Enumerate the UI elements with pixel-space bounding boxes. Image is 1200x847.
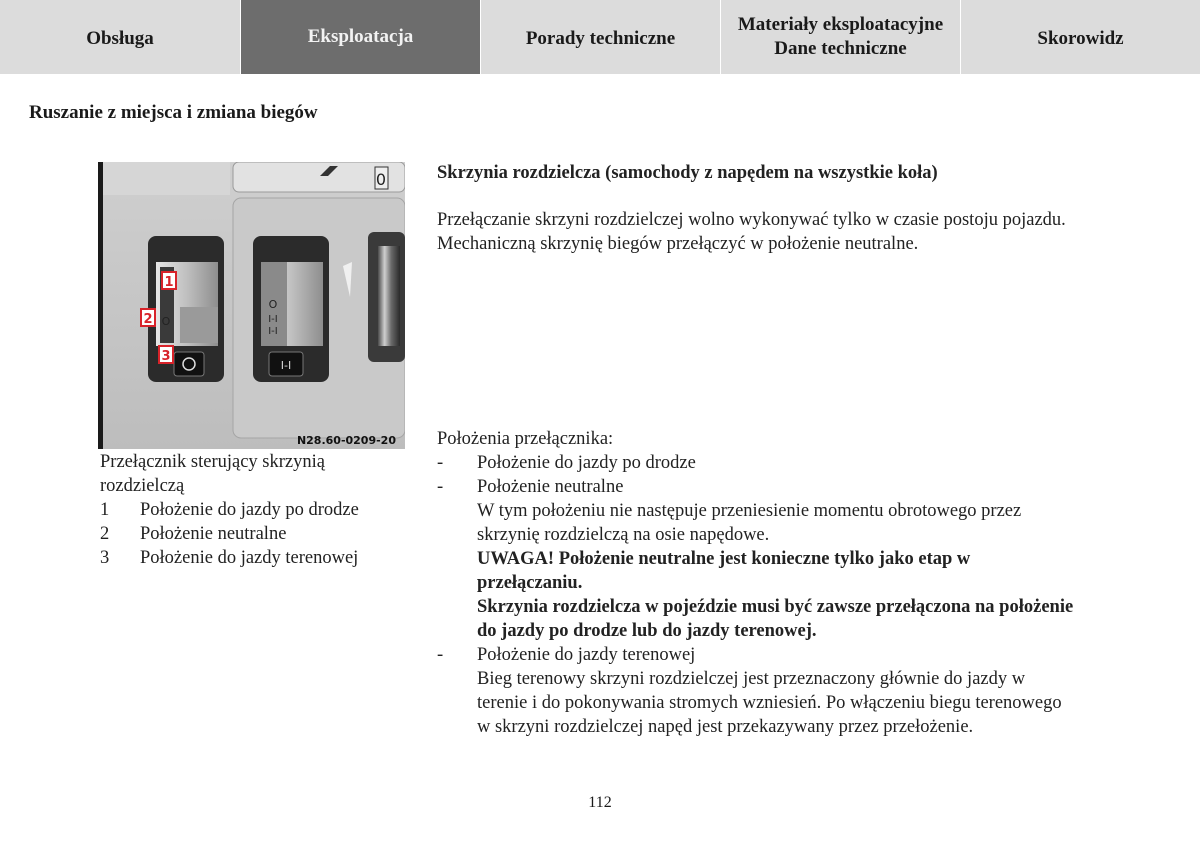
svg-text:I-I: I-I <box>268 326 278 337</box>
svg-text:O: O <box>268 298 278 311</box>
position-neutral: Położenie neutralne <box>477 477 624 497</box>
marker-2: 2 <box>143 312 153 327</box>
list-dash: - <box>437 477 444 497</box>
tab-porady-techniczne[interactable]: Porady techniczne <box>480 0 720 74</box>
list-item <box>437 643 1077 739</box>
tab-materialy-label: Materiały eksploatacyjne <box>737 14 944 35</box>
list-item <box>437 475 1077 643</box>
item-number: 1 <box>100 500 110 520</box>
svg-text:0: 0 <box>375 170 387 189</box>
item-number: 2 <box>100 524 110 544</box>
item-text: Położenie do jazdy terenowej <box>140 548 359 568</box>
tab-obsluga[interactable]: Obsługa <box>0 0 240 74</box>
positions-intro: Położenia przełącznika: <box>437 429 614 449</box>
list-item <box>100 546 410 570</box>
paragraph: Przełączanie skrzyni rozdzielczej wolno wykonywać tylko w czasie postoju pojazdu. <box>437 210 1066 230</box>
main-content <box>437 161 1077 256</box>
subsection-heading: Skrzynia rozdzielcza (samochody z napędem na wszystkie koła) <box>437 163 938 183</box>
tab-skorowidz[interactable]: Skorowidz <box>960 0 1200 74</box>
tab-dane-label: Dane techniczne <box>774 38 907 59</box>
list-dash: - <box>437 453 444 473</box>
switch-positions <box>437 427 1077 739</box>
list-item <box>437 451 1077 475</box>
neutral-warning: UWAGA! Położenie neutralne jest konieczne tylko jako etap w przełączaniu. <box>477 549 971 593</box>
paragraph: Mechaniczną skrzynię biegów przełączyć w położenie neutralne. <box>437 234 919 254</box>
figure-caption <box>100 450 410 570</box>
list-dash: - <box>437 645 444 665</box>
neutral-description: W tym położeniu nie następuje przeniesienie momentu obrotowego przez skrzynię rozdzielczą na osie napędowe. <box>477 501 1022 545</box>
neutral-warning-2: Skrzynia rozdzielcza w pojeździe musi być zawsze przełączona na położenie do jazdy po drodze lub do jazdy terenowej. <box>477 597 1074 641</box>
transfer-case-switch-photo <box>98 162 405 449</box>
svg-text:I-I: I-I <box>268 314 278 325</box>
top-navigation <box>0 0 1200 74</box>
item-text: Położenie neutralne <box>140 524 287 544</box>
svg-text:I-I: I-I <box>280 359 292 372</box>
item-text: Położenie do jazdy po drodze <box>140 500 359 520</box>
positions-list <box>437 451 1077 739</box>
marker-3: 3 <box>161 349 171 364</box>
position-offroad: Położenie do jazdy terenowej <box>477 645 696 665</box>
offroad-description: Bieg terenowy skrzyni rozdzielczej jest przeznaczony głównie do jazdy w terenie i do pokonywania stromych wzniesień. Po włączeniu biegu terenowego w skrzyni rozdzielczej napęd jest przekazywany przez przełożenie. <box>477 669 1062 737</box>
item-number: 3 <box>100 548 110 568</box>
page-number: 112 <box>588 794 612 811</box>
section-title: Ruszanie z miejsca i zmiana biegów <box>29 102 318 123</box>
caption-list <box>100 498 410 570</box>
tab-eksploatacja[interactable]: Eksploatacja <box>240 0 480 74</box>
list-item <box>100 498 410 522</box>
caption-title: Przełącznik sterujący skrzynią rozdzielczą <box>100 452 325 496</box>
figure-code: N28.60-0209-20 <box>296 434 396 447</box>
marker-1: 1 <box>164 275 174 290</box>
list-item <box>100 522 410 546</box>
svg-text:O: O <box>161 315 171 328</box>
position-road: Położenie do jazdy po drodze <box>477 453 696 473</box>
tab-materialy-dane[interactable] <box>720 0 960 74</box>
